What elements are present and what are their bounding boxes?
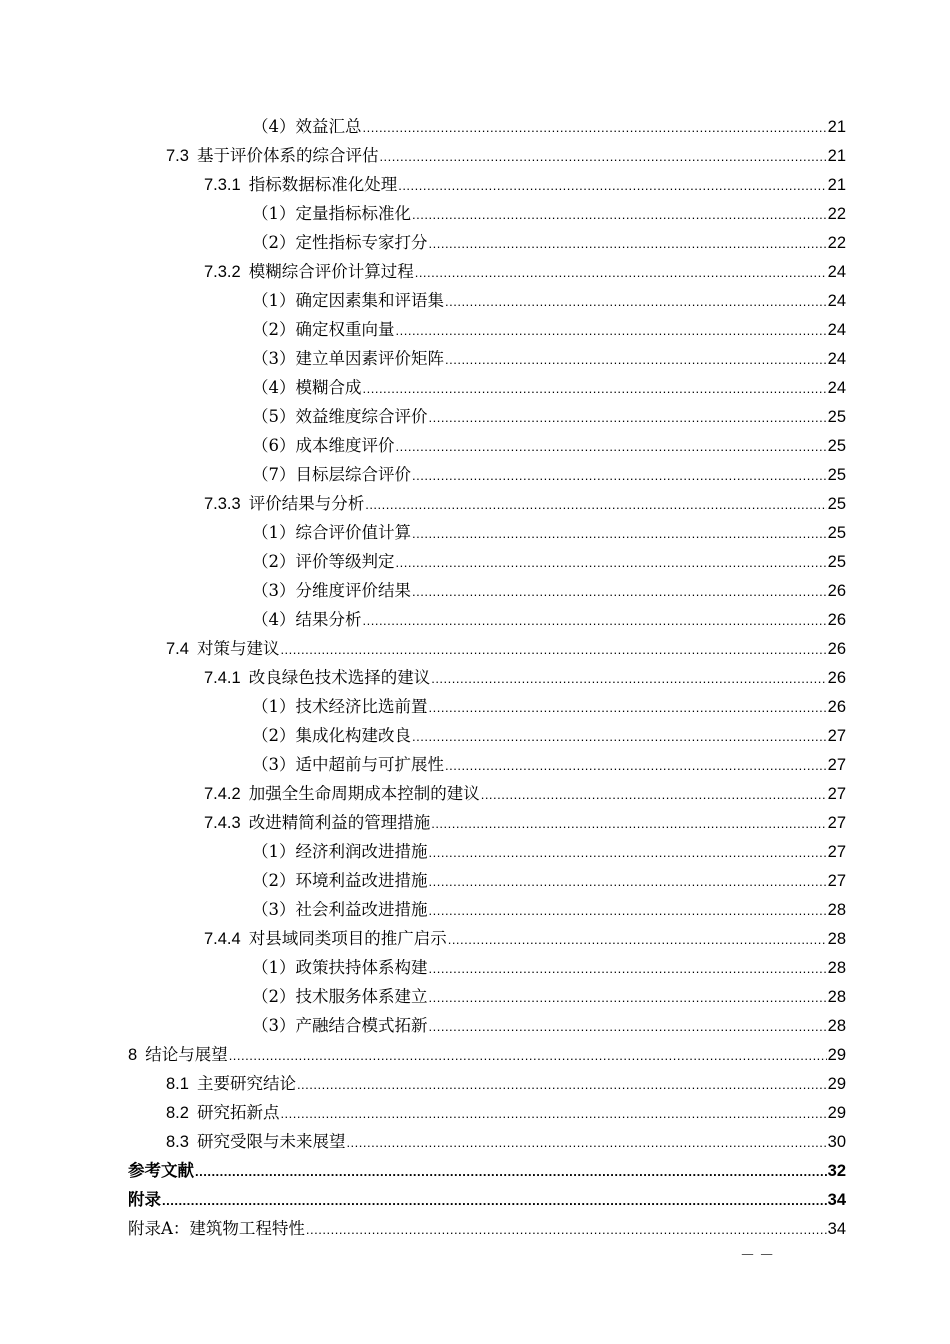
toc-dot-leader <box>412 461 827 490</box>
toc-entry-page: 28 <box>827 1017 846 1035</box>
toc-entry-page: 25 <box>827 524 846 542</box>
toc-entry-title: （3）建立单因素评价矩阵 <box>252 349 444 368</box>
toc-entry-page: 24 <box>827 321 846 339</box>
toc-entry-page: 27 <box>827 727 846 745</box>
toc-entry[interactable] <box>252 286 846 315</box>
toc-entry-title: （2）集成化构建改良 <box>252 726 411 745</box>
toc-entry-title: 研究受限与未来展望 <box>196 1132 346 1151</box>
toc-entry-page: 26 <box>827 640 846 658</box>
toc-entry-page: 24 <box>827 379 846 397</box>
toc-entry-page: 27 <box>827 843 846 861</box>
toc-entry-page: 24 <box>827 263 846 281</box>
toc-entry[interactable] <box>252 1011 846 1040</box>
toc-entry[interactable] <box>204 808 846 837</box>
toc-entry-page: 27 <box>827 814 846 832</box>
toc-entry-page: 28 <box>827 930 846 948</box>
toc-entry-page: 32 <box>827 1162 846 1180</box>
toc-entry-number: 8 <box>128 1046 138 1064</box>
toc-entry[interactable] <box>252 576 846 605</box>
toc-entry-page: 26 <box>827 698 846 716</box>
toc-entry-title: 基于评价体系的综合评估 <box>196 146 379 165</box>
toc-entry-page: 26 <box>827 669 846 687</box>
toc-dot-leader <box>280 635 826 664</box>
toc-entry-title: 附录A：建筑物工程特性 <box>128 1219 305 1238</box>
toc-dot-leader <box>363 374 827 403</box>
toc-dot-leader <box>445 345 827 374</box>
toc-entry-title: （1）政策扶持体系构建 <box>252 958 428 977</box>
toc-entry-page: 21 <box>827 176 846 194</box>
toc-entry-title: （1）技术经济比选前置 <box>252 697 428 716</box>
toc-entry-title: 附录 <box>128 1190 161 1209</box>
toc-entry-title: （2）定性指标专家打分 <box>252 233 428 252</box>
toc-entry-page: 27 <box>827 756 846 774</box>
toc-entry-title: 评价结果与分析 <box>248 494 365 513</box>
toc-entry[interactable] <box>252 344 846 373</box>
toc-entry-number: 8.2 <box>166 1104 189 1122</box>
toc-entry-page: 25 <box>827 553 846 571</box>
toc-dot-leader <box>429 229 827 258</box>
toc-entry[interactable] <box>204 924 846 953</box>
toc-entry-page: 25 <box>827 466 846 484</box>
toc-entry-number: 7.4 <box>166 640 189 658</box>
toc-entry-number: 7.3.1 <box>204 176 241 194</box>
toc-dot-leader <box>445 751 827 780</box>
toc-entry[interactable] <box>252 750 846 779</box>
toc-entry[interactable] <box>204 489 846 518</box>
toc-entry-number: 7.4.2 <box>204 785 241 803</box>
toc-entry-number: 8.1 <box>166 1075 189 1093</box>
toc-entry-page: 29 <box>827 1104 846 1122</box>
toc-entry[interactable] <box>252 112 846 141</box>
toc-entry-title: 主要研究结论 <box>196 1074 296 1093</box>
toc-entry-page: 34 <box>827 1191 846 1209</box>
toc-entry[interactable] <box>166 1069 846 1098</box>
toc-entry[interactable] <box>252 228 846 257</box>
toc-dot-leader <box>431 664 826 693</box>
toc-entry-title: （5）效益维度综合评价 <box>252 407 428 426</box>
toc-entry[interactable] <box>204 170 846 199</box>
toc-entry-title: （2）技术服务体系建立 <box>252 987 428 1006</box>
toc-entry[interactable] <box>128 1185 846 1214</box>
toc-dot-leader <box>396 432 827 461</box>
toc-dot-leader <box>195 1157 827 1186</box>
toc-entry-number: 7.4.4 <box>204 930 241 948</box>
toc-entry-title: （4）效益汇总 <box>252 117 362 136</box>
toc-entry[interactable] <box>166 141 846 170</box>
toc-entry[interactable] <box>128 1156 846 1185</box>
toc-entry[interactable] <box>128 1214 846 1243</box>
toc-entry[interactable] <box>252 199 846 228</box>
page-footer: － － <box>740 1247 775 1264</box>
toc-entry-page: 27 <box>827 872 846 890</box>
toc-entry-title: 改进精简利益的管理措施 <box>248 813 431 832</box>
toc-entry[interactable] <box>252 402 846 431</box>
toc-entry[interactable] <box>252 547 846 576</box>
toc-dot-leader <box>297 1070 827 1099</box>
toc-entry-title: 改良绿色技术选择的建议 <box>248 668 431 687</box>
toc-entry-title: 参考文献 <box>128 1161 194 1180</box>
toc-entry-title: （3）分维度评价结果 <box>252 581 411 600</box>
toc-dot-leader <box>412 722 827 751</box>
toc-entry-page: 25 <box>827 437 846 455</box>
toc-dot-leader <box>429 867 827 896</box>
toc-entry-page: 27 <box>827 785 846 803</box>
toc-entry-page: 21 <box>827 147 846 165</box>
toc-entry-page: 28 <box>827 988 846 1006</box>
toc-dot-leader <box>346 1128 826 1157</box>
toc-entry-title: （1）综合评价值计算 <box>252 523 411 542</box>
toc-entry-title: （1）定量指标标准化 <box>252 204 411 223</box>
toc-dot-leader <box>429 693 827 722</box>
toc-entry[interactable] <box>252 605 846 634</box>
toc-dot-leader <box>162 1186 827 1215</box>
toc-dot-leader <box>481 780 827 809</box>
toc-entry-page: 21 <box>827 118 846 136</box>
toc-entry-title: （6）成本维度评价 <box>252 436 395 455</box>
toc-entry-page: 28 <box>827 901 846 919</box>
toc-dot-leader <box>379 142 826 171</box>
toc-entry[interactable] <box>252 373 846 402</box>
toc-entry-title: 对县域同类项目的推广启示 <box>248 929 447 948</box>
toc-entry[interactable] <box>252 315 846 344</box>
toc-dot-leader <box>365 490 826 519</box>
toc-dot-leader <box>396 316 827 345</box>
toc-entry-title: （1）经济利润改进措施 <box>252 842 428 861</box>
toc-entry-page: 28 <box>827 959 846 977</box>
toc-entry-number: 7.4.1 <box>204 669 241 687</box>
toc-dot-leader <box>280 1099 826 1128</box>
toc-dot-leader <box>363 113 827 142</box>
toc-dot-leader <box>363 606 827 635</box>
toc-entry[interactable] <box>204 257 846 286</box>
toc-dot-leader <box>412 519 827 548</box>
toc-entry-page: 22 <box>827 234 846 252</box>
toc-dot-leader <box>412 577 827 606</box>
toc-dot-leader <box>431 809 826 838</box>
toc-entry-page: 29 <box>827 1075 846 1093</box>
toc-dot-leader <box>429 838 827 867</box>
toc-entry[interactable] <box>252 837 846 866</box>
toc-entry-title: （3）产融结合模式拓新 <box>252 1016 428 1035</box>
toc-entry-page: 25 <box>827 408 846 426</box>
toc-dot-leader <box>429 896 827 925</box>
toc-entry-number: 8.3 <box>166 1133 189 1151</box>
toc-entry-title: （3）社会利益改进措施 <box>252 900 428 919</box>
toc-entry[interactable] <box>252 518 846 547</box>
toc-entry[interactable] <box>252 982 846 1011</box>
toc-entry-page: 26 <box>827 582 846 600</box>
toc-entry-title: （7）目标层综合评价 <box>252 465 411 484</box>
toc-entry[interactable] <box>252 431 846 460</box>
toc-entry[interactable] <box>166 1098 846 1127</box>
toc-dot-leader <box>229 1041 827 1070</box>
toc-entry-title: 模糊综合评价计算过程 <box>248 262 414 281</box>
toc-dot-leader <box>415 258 827 287</box>
toc-dot-leader <box>306 1215 827 1244</box>
toc-entry-page: 24 <box>827 350 846 368</box>
toc-dot-leader <box>429 954 827 983</box>
toc-entry[interactable] <box>166 1127 846 1156</box>
toc-entry-number: 7.3.2 <box>204 263 241 281</box>
toc-entry[interactable] <box>204 663 846 692</box>
toc-entry-title: （3）适中超前与可扩展性 <box>252 755 444 774</box>
toc-entry[interactable] <box>252 721 846 750</box>
toc-dot-leader <box>445 287 827 316</box>
toc-entry-title: 结论与展望 <box>145 1045 228 1064</box>
toc-entry-title: （2）确定权重向量 <box>252 320 395 339</box>
toc-entry[interactable] <box>252 866 846 895</box>
toc-entry-page: 25 <box>827 495 846 513</box>
toc-entry-title: （4）模糊合成 <box>252 378 362 397</box>
toc-entry-title: 研究拓新点 <box>196 1103 280 1122</box>
toc-entry-number: 7.3.3 <box>204 495 241 513</box>
toc-entry-page: 29 <box>827 1046 846 1064</box>
toc-entry[interactable] <box>128 1040 846 1069</box>
toc-entry[interactable] <box>166 634 846 663</box>
toc-entry-title: （2）评价等级判定 <box>252 552 395 571</box>
toc-entry-number: 7.4.3 <box>204 814 241 832</box>
toc-dot-leader <box>448 925 827 954</box>
toc-dot-leader <box>429 983 827 1012</box>
toc-entry-page: 24 <box>827 292 846 310</box>
toc-entry[interactable] <box>252 692 846 721</box>
toc-entry[interactable] <box>252 895 846 924</box>
toc-entry-title: 加强全生命周期成本控制的建议 <box>248 784 480 803</box>
toc-dot-leader <box>429 1012 827 1041</box>
toc-dot-leader <box>412 200 827 229</box>
toc-entry-number: 7.3 <box>166 147 189 165</box>
toc-entry-title: 对策与建议 <box>196 639 280 658</box>
toc-entry-page: 26 <box>827 611 846 629</box>
toc-dot-leader <box>429 403 827 432</box>
toc-entry-title: （2）环境利益改进措施 <box>252 871 428 890</box>
toc-entry-title: （1）确定因素集和评语集 <box>252 291 444 310</box>
toc-entry-page: 30 <box>827 1133 846 1151</box>
toc-entry[interactable] <box>252 460 846 489</box>
toc-entry-page: 34 <box>827 1220 846 1238</box>
toc-entry-title: （4）结果分析 <box>252 610 362 629</box>
toc-entry[interactable] <box>252 953 846 982</box>
toc-dot-leader <box>396 548 827 577</box>
toc-entry-page: 22 <box>827 205 846 223</box>
toc-dot-leader <box>398 171 826 200</box>
toc-entry[interactable] <box>204 779 846 808</box>
toc-entry-title: 指标数据标准化处理 <box>248 175 398 194</box>
